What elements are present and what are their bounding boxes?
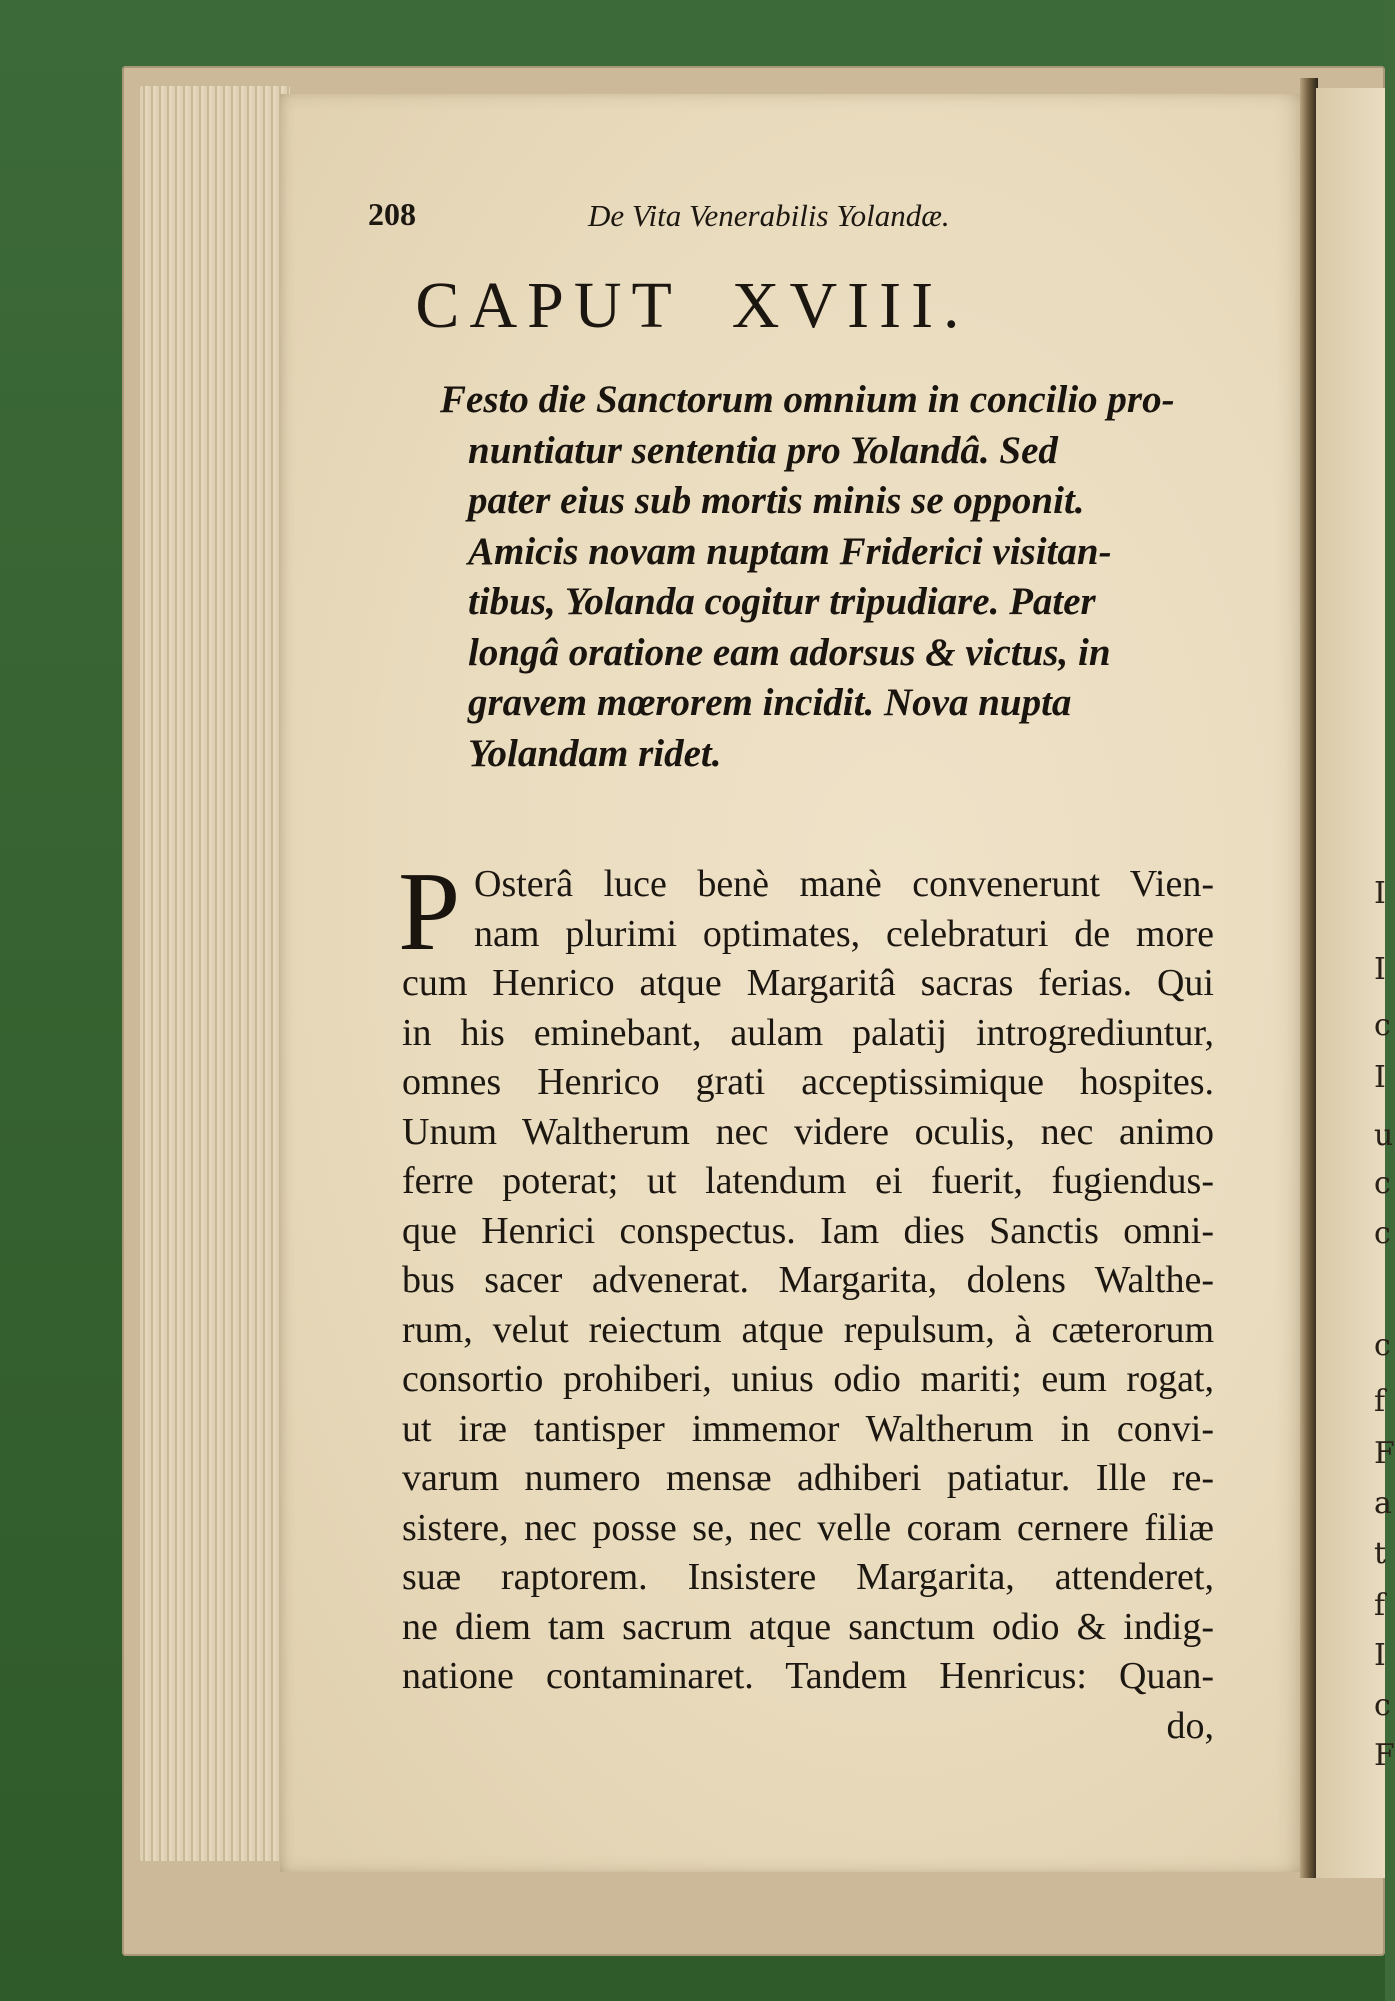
facing-page-fragment: F <box>1374 1738 1395 1773</box>
summary-line: Festo die Sanctorum omnium in concilio pro- <box>440 378 1175 421</box>
body-line: Osterâ luce benè manè convenerunt Vien- <box>474 863 1214 905</box>
facing-page-fragment: t <box>1374 1536 1387 1571</box>
body-line: bus sacer advenerat. Margarita, dolens Walthe- <box>402 1259 1214 1301</box>
chapter-summary <box>440 375 1230 779</box>
body-line: consortio prohiberi, unius odio mariti; eum rogat, <box>402 1358 1214 1400</box>
body-line: omnes Henrico grati acceptissimique hospites. <box>402 1061 1214 1103</box>
summary-line: longâ oratione eam adorsus & victus, in <box>468 630 1111 674</box>
page-number: 208 <box>368 196 416 232</box>
summary-line: nuntiatur sententia pro Yolandâ. Sed <box>468 428 1058 472</box>
body-line: ferre poterat; ut latendum ei fuerit, fugiendus- <box>402 1160 1214 1202</box>
body-line: sistere, nec posse se, nec velle coram cernere filiæ <box>402 1506 1214 1549</box>
chapter-heading <box>0 268 1385 344</box>
facing-page-fragment: I <box>1374 1060 1386 1095</box>
chapter-number: XVIII. <box>731 269 970 342</box>
summary-line: Yolandam ridet. <box>468 731 722 775</box>
body-line: suæ raptorem. Insistere Margarita, attenderet, <box>402 1556 1214 1598</box>
facing-page <box>1316 88 1395 1878</box>
facing-page-fragment: f <box>1374 1588 1386 1623</box>
page-edges <box>140 86 290 1861</box>
chapter-label: CAPUT <box>415 269 682 342</box>
facing-page-fragment: c <box>1374 1166 1391 1201</box>
body-line: rum, velut reiectum atque repulsum, à cæterorum <box>402 1308 1214 1351</box>
body-line: natione contaminaret. Tandem Henricus: Quan- <box>402 1655 1214 1697</box>
running-header <box>368 196 1305 236</box>
facing-page-fragment: c <box>1374 1688 1391 1723</box>
facing-page-fragment: I <box>1374 952 1386 987</box>
body-text <box>402 860 1214 1751</box>
facing-page-fragment: u <box>1374 1118 1394 1153</box>
summary-line: pater eius sub mortis minis se opponit. <box>468 479 1085 522</box>
facing-page-fragment: c <box>1374 1328 1391 1363</box>
facing-page-fragment: f <box>1374 1384 1386 1419</box>
body-line: ut iræ tantisper immemor Waltherum in convi- <box>402 1407 1214 1450</box>
body-line: Unum Waltherum nec videre oculis, nec animo <box>402 1110 1214 1153</box>
body-line: in his eminebant, aulam palatij introgrediuntur, <box>402 1011 1214 1054</box>
facing-page-fragment: F <box>1374 1436 1395 1471</box>
body-line: nam plurimi optimates, celebraturi de more <box>474 912 1214 955</box>
body-line: que Henrici conspectus. Iam dies Sanctis omni- <box>402 1209 1214 1252</box>
summary-line: gravem mœrorem incidit. Nova nupta <box>468 681 1072 724</box>
body-line: do, <box>1166 1704 1214 1747</box>
facing-page-fragment: a <box>1374 1486 1392 1521</box>
facing-page-fragment: I <box>1374 876 1386 911</box>
summary-line: tibus, Yolanda cogitur tripudiare. Pater <box>468 580 1096 623</box>
facing-page-fragment: I <box>1374 1638 1386 1673</box>
summary-line: Amicis novam nuptam Friderici visitan- <box>468 529 1112 573</box>
body-line: cum Henrico atque Margaritâ sacras ferias. Qui <box>402 962 1214 1004</box>
facing-page-fragment: c <box>1374 1216 1391 1251</box>
body-line: varum numero mensæ adhiberi patiatur. Ille re- <box>402 1457 1214 1499</box>
running-title: De Vita Venerabilis Yolandæ. <box>588 198 950 233</box>
facing-page-fragment: c <box>1374 1008 1391 1043</box>
drop-capital: P <box>398 850 461 974</box>
body-line: ne diem tam sacrum atque sanctum odio & indig- <box>402 1605 1214 1648</box>
